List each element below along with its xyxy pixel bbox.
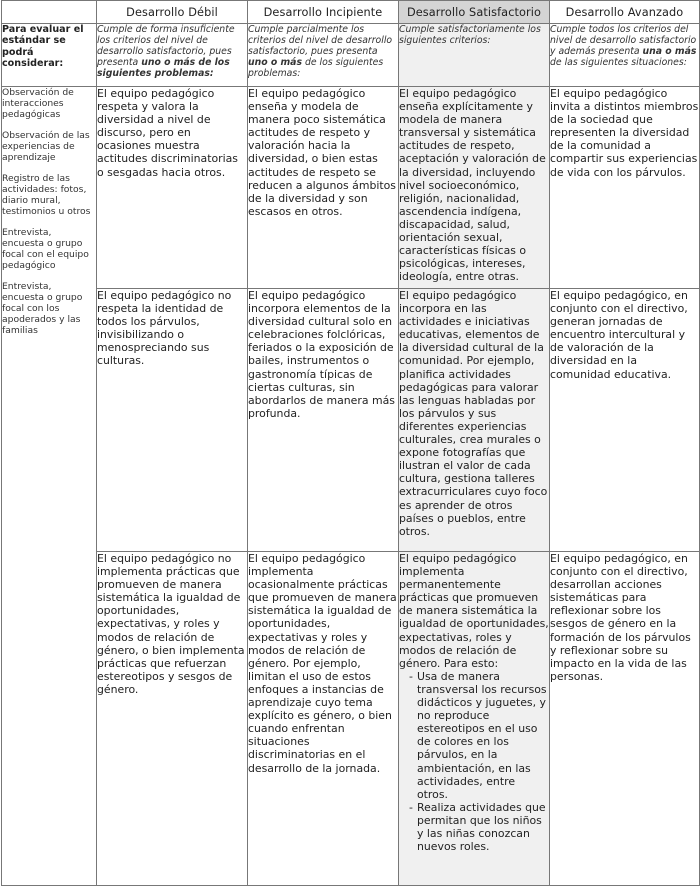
methods-list — [2, 87, 97, 886]
cell-incipiente: El equipo pedagógico incorpora elementos de la diversidad cultural solo en celebraciones folclóricas, feriados o la exposición de bailes, instrumentos o gastronomía típicas de ciertas culturas, sin abordarlos de manera más profunda. — [248, 289, 399, 552]
criteria-row — [2, 24, 700, 87]
header-avanzado: Desarrollo Avanzado — [550, 1, 700, 24]
list-item: - Usa de manera transversal los recursos didácticos y juguetes, y no reproduce estereotipos en el uso de colores en los párvulos, en la ambientación, en las actividades, entre otros. — [409, 670, 549, 801]
cell-debil: El equipo pedagógico no implementa prácticas que promueven de manera sistemática la igualdad de oportunidades, expectativas, y roles y modos de relación de género, o bien implementa prácticas que refuerzan estereotipos y sesgos de género. — [97, 552, 248, 886]
criteria-avanzado: Cumple todos los criterios del nivel de desarrollo satisfactorio y además presenta una o más de las siguientes situaciones: — [550, 24, 700, 87]
header-blank — [2, 1, 97, 24]
criteria-satisfactorio: Cumple satisfactoriamente los siguientes criterios: — [399, 24, 550, 87]
method-item: Observación de interacciones pedagógicas — [2, 87, 74, 120]
method-item: Entrevista, encuesta o grupo focal con los apoderados y las familias — [2, 281, 83, 336]
cell-satisfactorio: El equipo pedagógico incorpora en las actividades e iniciativas educativas, elementos de la diversidad cultural de la comunidad. Por ejemplo, planifica actividades pedagógicas para valorar las lenguas habladas por los párvulos y sus diferentes experiencias culturales, crea murales o expone fotografías que ilustran el valor de cada cultura, gestiona talleres extracurriculares cuyo foco es aprender de otros países o pueblos, entre otros. — [399, 289, 550, 552]
table-row — [2, 289, 700, 552]
method-item: Observación de las experiencias de aprendizaje — [2, 130, 90, 163]
list-item: - Realiza actividades que permitan que los niños y las niñas conozcan nuevos roles. — [409, 801, 549, 853]
header-row — [2, 1, 700, 24]
rubric-table — [1, 0, 700, 886]
cell-incipiente: El equipo pedagógico implementa ocasionalmente prácticas que promueven de manera sistemática la igualdad de oportunidades, expectativas y roles y modos de relación de género. Por ejemplo, limitan el uso de estos enfoques a instancias de aprendizaje cuyo tema explícito es género, o bien cuando enfrentan situaciones discriminatorias en el desarrollo de la jornada. — [248, 552, 399, 886]
cell-debil: El equipo pedagógico respeta y valora la diversidad a nivel de discurso, pero en ocasiones muestra actitudes discriminatorias o sesgadas hacia otros. — [97, 87, 248, 289]
method-item: Registro de las actividades: fotos, diario mural, testimonios u otros — [2, 173, 91, 217]
cell-avanzado: El equipo pedagógico invita a distintos miembros de la sociedad que representen la diversidad de la comunidad a compartir sus experiencias de vida con los párvulos. — [550, 87, 700, 289]
criteria-incipiente: Cumple parcialmente los criterios del nivel de desarrollo satisfactorio, pues presenta uno o más de los siguientes problemas: — [248, 24, 399, 87]
cell-satisfactorio: El equipo pedagógico enseña explícitamente y modela de manera transversal y sistemática actitudes de respeto, aceptación y valoración de la diversidad, incluyendo nivel socioeconómico, religión, nacionalidad, ascendencia indígena, discapacidad, salud, orientación sexual, características físicas o psicológicas, intereses, ideología, entre otras. — [399, 87, 550, 289]
method-item: Entrevista, encuesta o grupo focal con el equipo pedagógico — [2, 227, 89, 271]
table-row — [2, 552, 700, 886]
table-row — [2, 87, 700, 289]
satisfactorio-intro: El equipo pedagógico implementa permanentemente prácticas que promueven de manera sistemática la igualdad de oportunidades, expectativas, roles y modos de relación de género. Para esto: — [399, 552, 549, 670]
header-incipiente: Desarrollo Incipiente — [248, 1, 399, 24]
cell-avanzado: El equipo pedagógico, en conjunto con el directivo, generan jornadas de encuentro intercultural y de valoración de la diversidad en la comunidad educativa. — [550, 289, 700, 552]
side-heading: Para evaluar el estándar se podrá considerar: — [2, 24, 97, 87]
cell-incipiente: El equipo pedagógico enseña y modela de manera poco sistemática actitudes de respeto y valoración hacia la diversidad, o bien estas actitudes de respeto se reducen a algunos ámbitos de la diversidad y son escasos en otros. — [248, 87, 399, 289]
satisfactorio-bullets — [399, 670, 549, 853]
header-satisfactorio: Desarrollo Satisfactorio — [399, 1, 550, 24]
cell-avanzado: El equipo pedagógico, en conjunto con el directivo, desarrollan acciones sistemáticas para reflexionar sobre los sesgos de género en la formación de los párvulos y reflexionar sobre su impacto en la vida de las personas. — [550, 552, 700, 886]
header-debil: Desarrollo Débil — [97, 1, 248, 24]
cell-satisfactorio — [399, 552, 550, 886]
criteria-debil: Cumple de forma insuficiente los criterios del nivel de desarrollo satisfactorio, pues presenta uno o más de los siguientes problemas: — [97, 24, 248, 87]
cell-debil: El equipo pedagógico no respeta la identidad de todos los párvulos, invisibilizando o menospreciando sus culturas. — [97, 289, 248, 552]
